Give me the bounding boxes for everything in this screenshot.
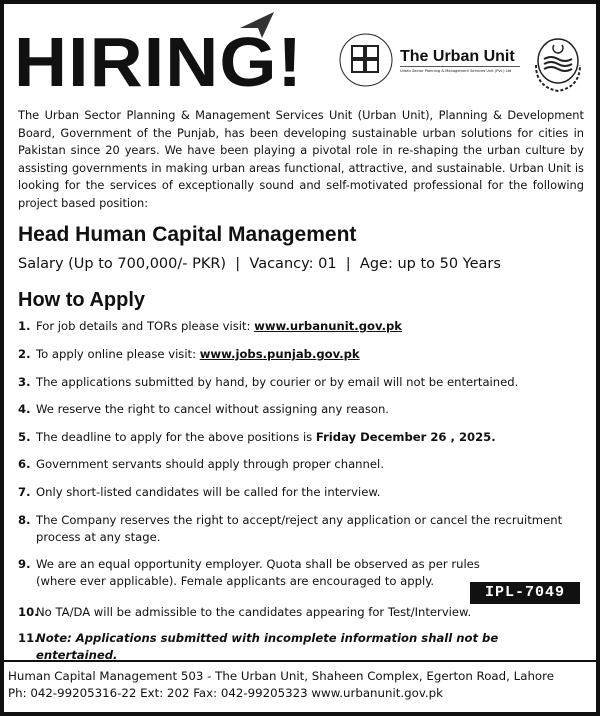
list-item (18, 346, 578, 363)
position-title: Head Human Capital Management (18, 223, 357, 246)
item-number: 3. (18, 375, 31, 389)
list-item (18, 604, 578, 621)
footer-contact (4, 660, 596, 712)
separator: | (345, 256, 351, 272)
footer-address: Human Capital Management 503 - The Urban Unit, Shaheen Complex, Egerton Road, Lahore (8, 669, 554, 683)
item-number: 1. (18, 319, 31, 333)
item-text: We reserve the right to cancel without assigning any reason. (36, 402, 389, 416)
list-item (18, 484, 578, 501)
separator: | (235, 256, 241, 272)
jobs-punjab-link[interactable]: www.jobs.punjab.gov.pk (199, 347, 360, 361)
position-details (18, 256, 501, 272)
item-text: The Company reserves the right to accept/reject any application or cancel the recruitment process at any stage. (36, 513, 563, 544)
deadline: Friday December 26 , 2025. (315, 430, 496, 444)
item-number: 6. (18, 457, 31, 471)
item-number: 11. (18, 631, 39, 645)
list-item (18, 374, 578, 391)
item-text: The applications submitted by hand, by courier or by email will not be entertained. (36, 375, 519, 389)
age-limit: Age: up to 50 Years (359, 256, 501, 272)
item-number: 10. (18, 605, 39, 619)
puzzle-logo-icon (338, 32, 394, 88)
hiring-headline: HIRING! (14, 23, 304, 101)
item-number: 8. (18, 513, 31, 527)
item-text: Note: Applications submitted with incomplete information shall not be entertained. (36, 631, 499, 662)
item-number: 5. (18, 430, 31, 444)
item-text: The deadline to apply for the above positions is (36, 430, 313, 444)
item-number: 7. (18, 485, 31, 499)
item-number: 4. (18, 402, 31, 416)
list-item (18, 429, 578, 446)
item-number: 9. (18, 557, 31, 571)
urban-unit-logo (338, 32, 520, 88)
item-text: Government servants should apply through proper channel. (36, 457, 384, 471)
item-text: Only short-listed candidates will be called for the interview. (36, 485, 381, 499)
item-text: No TA/DA will be admissible to the candidates appearing for Test/Interview. (36, 605, 472, 619)
org-subtitle: Urban Sector Planning & Management Services Unit (Pvt.) Ltd (400, 66, 520, 73)
list-item (18, 512, 578, 546)
how-to-apply-heading: How to Apply (18, 289, 146, 311)
list-item (18, 318, 578, 335)
item-text: We are an equal opportunity employer. Quota shall be observed as per rules (where ever applicable). Female applicants are encouraged to apply. (36, 557, 480, 588)
footer-phone: Ph: 042-99205316-22 Ext: 202 Fax: 042-99205323 www.urbanunit.gov.pk (8, 686, 443, 700)
vacancy: Vacancy: 01 (249, 256, 337, 272)
org-name: The Urban Unit (400, 47, 515, 65)
item-text: To apply online please visit: (36, 347, 197, 361)
punjab-seal-icon (530, 35, 586, 95)
list-item (18, 456, 578, 473)
list-item (18, 630, 578, 664)
salary: Salary (Up to 700,000/- PKR) (18, 256, 227, 272)
urbanunit-link[interactable]: www.urbanunit.gov.pk (254, 319, 402, 333)
item-number: 2. (18, 347, 31, 361)
list-item (18, 401, 578, 418)
paper-plane-icon (240, 10, 276, 40)
intro-paragraph: The Urban Sector Planning & Management Services Unit (Urban Unit), Planning & Development Board, Government of the Punjab, has been developing sustainable urban solutions for cities in Pakistan since 20 years. We have been playing a pivotal role in re-shaping the urban culture by assisting governments in making urban areas functional, attractive, and sustainable. Urban Unit is looking for the services of exceptionally sound and self-motivated professional for the following project based position: (18, 108, 584, 210)
ad-code-badge: IPL-7049 (470, 582, 580, 604)
item-text: For job details and TORs please visit: (36, 319, 251, 333)
